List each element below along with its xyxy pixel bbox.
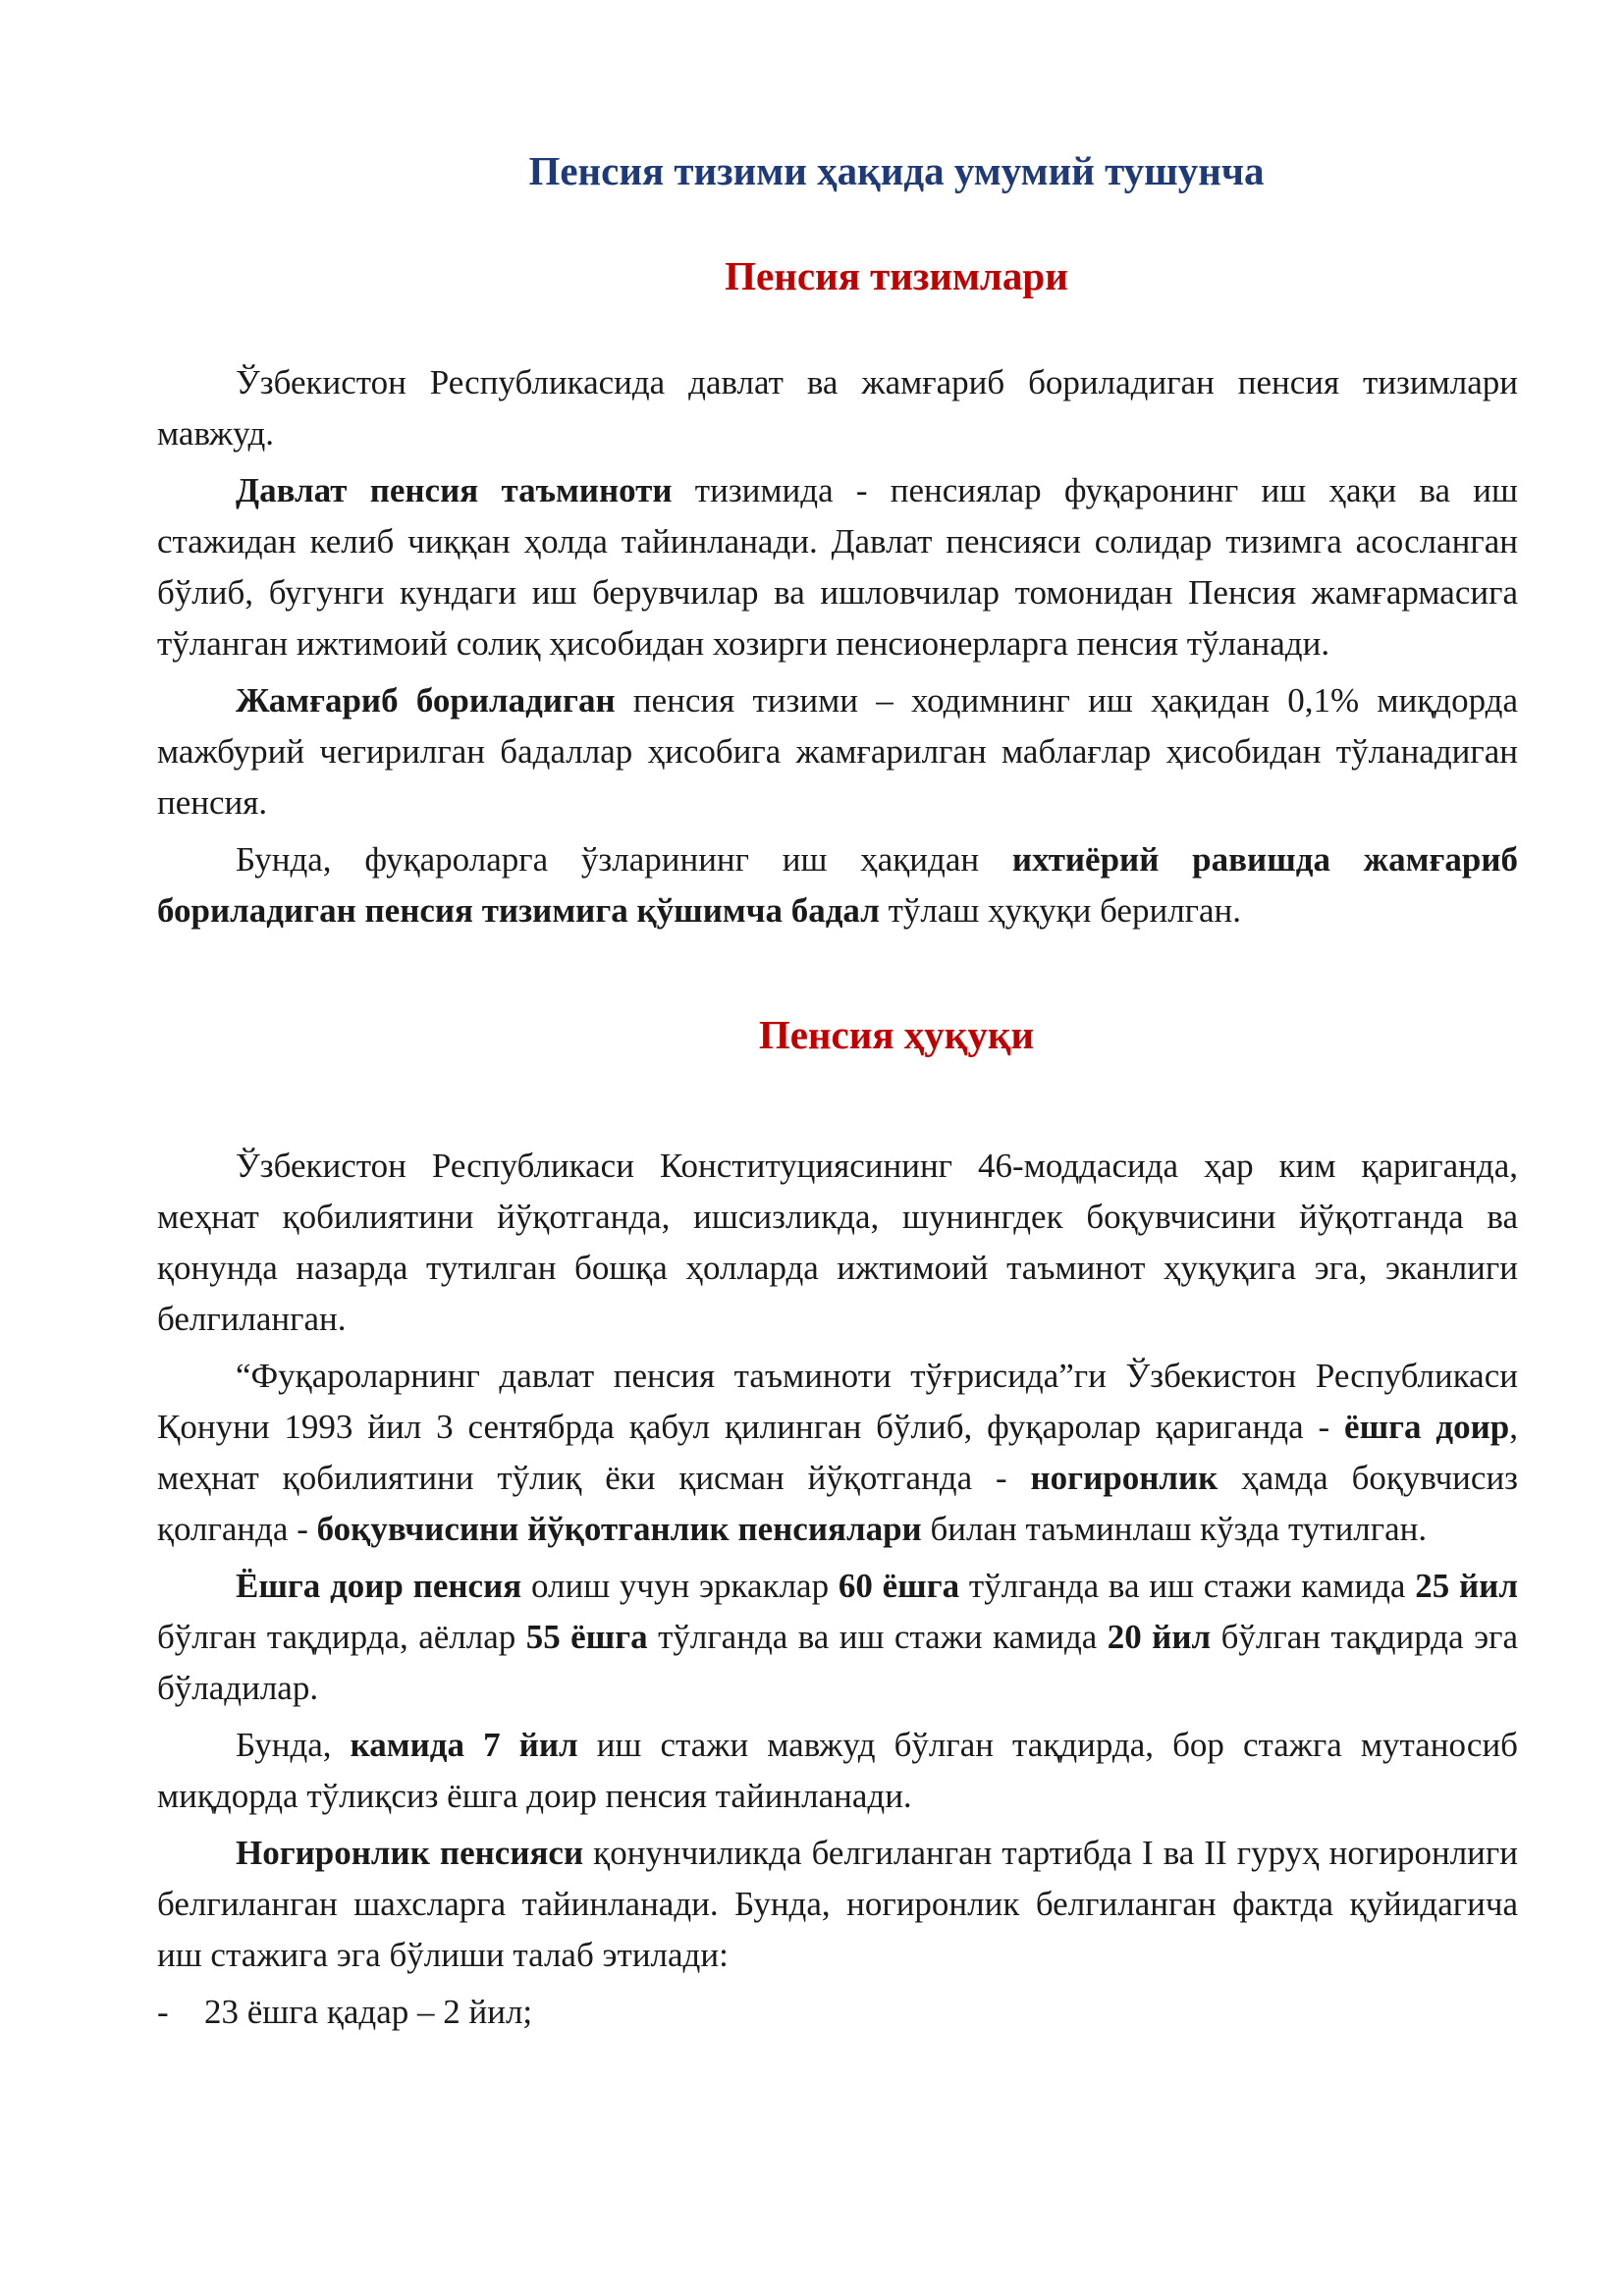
list-item-text: 23 ёшга қадар – 2 йил;	[204, 1992, 533, 2031]
text-run: билан таъминлаш кўзда тутилган.	[921, 1509, 1428, 1548]
paragraph	[157, 1351, 1518, 1555]
paragraph	[157, 1828, 1518, 1981]
paragraph	[157, 675, 1518, 828]
bold-text-run: Ногиронлик пенсияси	[236, 1833, 584, 1872]
bold-text-run: ихтиёрий равишда жамғариб бориладиган пенсия тизимига қўшимча бадал	[157, 840, 1519, 931]
paragraph	[157, 357, 1518, 459]
text-run: Бунда, фуқароларга ўзларининг иш ҳақидан	[236, 840, 1012, 880]
text-run: ҳамда боқувчисиз қолганда -	[157, 1458, 1518, 1548]
bold-text-run: ёшга доир	[1344, 1407, 1510, 1446]
text-run: қонунчиликда белгиланган тартибда I ва II гуруҳ ногиронлиги белгиланган шахсларга тайинланади. Бунда, ногиронлик белгиланган фактда қуйидагича иш стажига эга бўлиши талаб этилади:	[157, 1833, 1519, 1974]
text-run: иш стажи мавжуд бўлган тақдирда, бор стажга мутаносиб миқдорда тўлиқсиз ёшга доир пенсия тайинланади.	[157, 1725, 1518, 1815]
text-run: Ўзбекистон Республикасида давлат ва жамғариб бориладиган пенсия тизимлари мавжуд.	[157, 363, 1518, 454]
paragraph	[157, 1141, 1518, 1345]
list-item	[157, 1987, 1518, 2038]
section-body-pension-systems	[157, 357, 1518, 936]
text-run: тизимида - пенсиялар фуқаронинг иш ҳақи ва иш стажидан келиб чиққан ҳолда тайинланади. Давлат пенсияси солидар тизимга асосланган бўлиб, бугунги кундаги иш берувчилар ва ишловчилар томонидан Пенсия жамғармасига тўланган ижтимоий солиқ ҳисобидан хозирги пенсионерларга пенсия тўланади.	[157, 471, 1518, 664]
section-body-pension-rights	[157, 1141, 1518, 2038]
document-page	[157, 147, 1518, 2038]
text-run: бўлган тақдирда, аёллар	[157, 1617, 526, 1656]
section-title-pension-rights: Пенсия ҳуқуқи	[758, 1012, 1035, 1058]
paragraph	[157, 1561, 1518, 1714]
bold-text-run: камида 7 йил	[350, 1725, 578, 1764]
bold-text-run: 25 йил	[1415, 1566, 1518, 1605]
text-run: тўлганда ва иш стажи камида	[647, 1617, 1108, 1656]
bold-text-run: боқувчисини йўқотганлик пенсиялари	[316, 1509, 922, 1548]
text-run: тўлганда ва иш стажи камида	[959, 1566, 1416, 1605]
document-title: Пенсия тизими ҳақида умумий тушунча	[528, 148, 1265, 193]
paragraph	[157, 465, 1518, 669]
text-run: “Фуқароларнинг давлат пенсия таъминоти тўғрисида”ги Ўзбекистон Республикаси Қонуни 1993 йил 3 сентябрда қабул қилинган бўлиб, фуқаролар қариганда -	[157, 1356, 1518, 1446]
text-run: пенсия тизими – ходимнинг иш ҳақидан 0,1% миқдорда мажбурий чегирилган бадаллар ҳисобига жамғарилган маблағлар ҳисобидан тўланадиган пенсия.	[157, 681, 1518, 823]
text-run: , меҳнат қобилиятини тўлиқ ёки қисман йўқотганда -	[157, 1407, 1518, 1497]
bold-text-run: 60 ёшга	[838, 1566, 960, 1605]
bold-text-run: 20 йил	[1107, 1617, 1212, 1656]
paragraph	[157, 834, 1518, 936]
list-bullet: -	[157, 1992, 169, 2031]
text-run: тўлаш ҳуқуқи берилган.	[879, 891, 1242, 931]
section-title-pension-systems: Пенсия тизимлари	[725, 253, 1068, 299]
bold-text-run: Жамғариб бориладиган	[236, 681, 616, 721]
bold-text-run: Ёшга доир пенсия	[236, 1566, 522, 1605]
text-run: олиш учун эркаклар	[521, 1566, 839, 1605]
bold-text-run: Давлат пенсия таъминоти	[236, 471, 673, 510]
paragraph	[157, 1720, 1518, 1822]
bold-text-run: 55 ёшга	[525, 1617, 648, 1656]
text-run: бўлган тақдирда эга бўладилар.	[157, 1617, 1518, 1707]
bold-text-run: ногиронлик	[1030, 1458, 1218, 1497]
text-run: Ўзбекистон Республикаси Конституциясининг 46-моддасида ҳар ким қариганда, меҳнат қобилиятини йўқотганда, ишсизликда, шунингдек боқувчисини йўқотганда ва қонунда назарда тутилган бошқа ҳолларда ижтимоий таъминот ҳуқуқига эга, эканлиги белгиланган.	[157, 1146, 1518, 1338]
text-run: Бунда,	[236, 1725, 351, 1764]
